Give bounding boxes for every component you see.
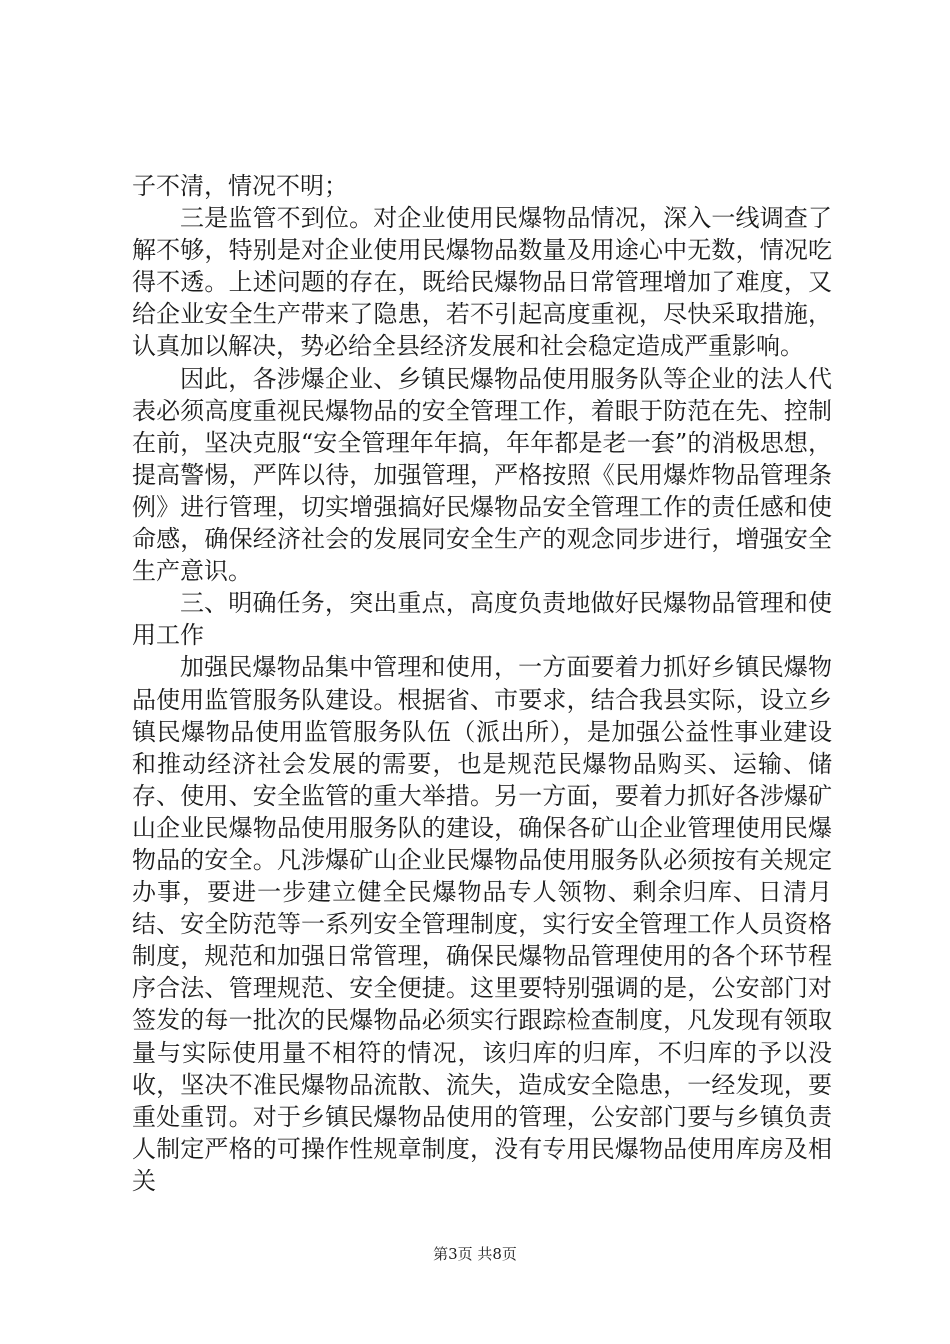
paragraph-supervision: 三是监管不到位。对企业使用民爆物品情况，深入一线调查了解不够，特别是对企业使用民爆物品数量及用途心中无数，情况吃得不透。上述问题的存在，既给民爆物品日常管理增加了难度，又给企业安全生产带来了隐患，若不引起高度重视，尽快采取措施，认真加以解决，势必给全县经济发展和社会稳定造成严重影响。 [132, 204, 832, 361]
paragraph-continuation: 子不清，情况不明； [132, 172, 348, 200]
document-body [132, 170, 832, 1197]
paragraph-strengthen-management: 加强民爆物品集中管理和使用，一方面要着力抓好乡镇民爆物品使用监管服务队建设。根据省、市要求，结合我县实际，设立乡镇民爆物品使用监管服务队伍（派出所），是加强公益性事业建设和推动经济社会发展的需要，也是规范民爆物品购买、运输、储存、使用、安全监管的重大举措。另一方面，要着力抓好各涉爆矿山企业民爆物品使用服务队的建设，确保各矿山企业管理使用民爆物品的安全。凡涉爆矿山企业民爆物品使用服务队必须按有关规定办事，要进一步建立健全民爆物品专人领物、剩余归库、日清月结、安全防范等一系列安全管理制度，实行安全管理工作人员资格制度，规范和加强日常管理，确保民爆物品管理使用的各个环节程序合法、管理规范、安全便捷。这里要特别强调的是，公安部门对签发的每一批次的民爆物品必须实行跟踪检查制度，凡发现有领取量与实际使用量不相符的情况，该归库的归库，不归库的予以没收，坚决不准民爆物品流散、流失，造成安全隐患，一经发现，要重处重罚。对于乡镇民爆物品使用的管理，公安部门要与乡镇负责人制定严格的可操作性规章制度，没有专用民爆物品使用库房及相关 [132, 653, 832, 1195]
page-footer: 第3页 共8页 [433, 1245, 517, 1263]
section-heading-three: 三、明确任务，突出重点，高度负责地做好民爆物品管理和使用工作 [132, 589, 832, 650]
paragraph-therefore: 因此，各涉爆企业、乡镇民爆物品使用服务队等企业的法人代表必须高度重视民爆物品的安全管理工作，着眼于防范在先、控制在前，坚决克服“安全管理年年搞，年年都是老一套”的消极思想，提高警惕，严阵以待，加强管理，严格按照《民用爆炸物品管理条例》进行管理，切实增强搞好民爆物品安全管理工作的责任感和使命感，确保经济社会的发展同安全生产的观念同步进行，增强安全生产意识。 [132, 364, 832, 586]
